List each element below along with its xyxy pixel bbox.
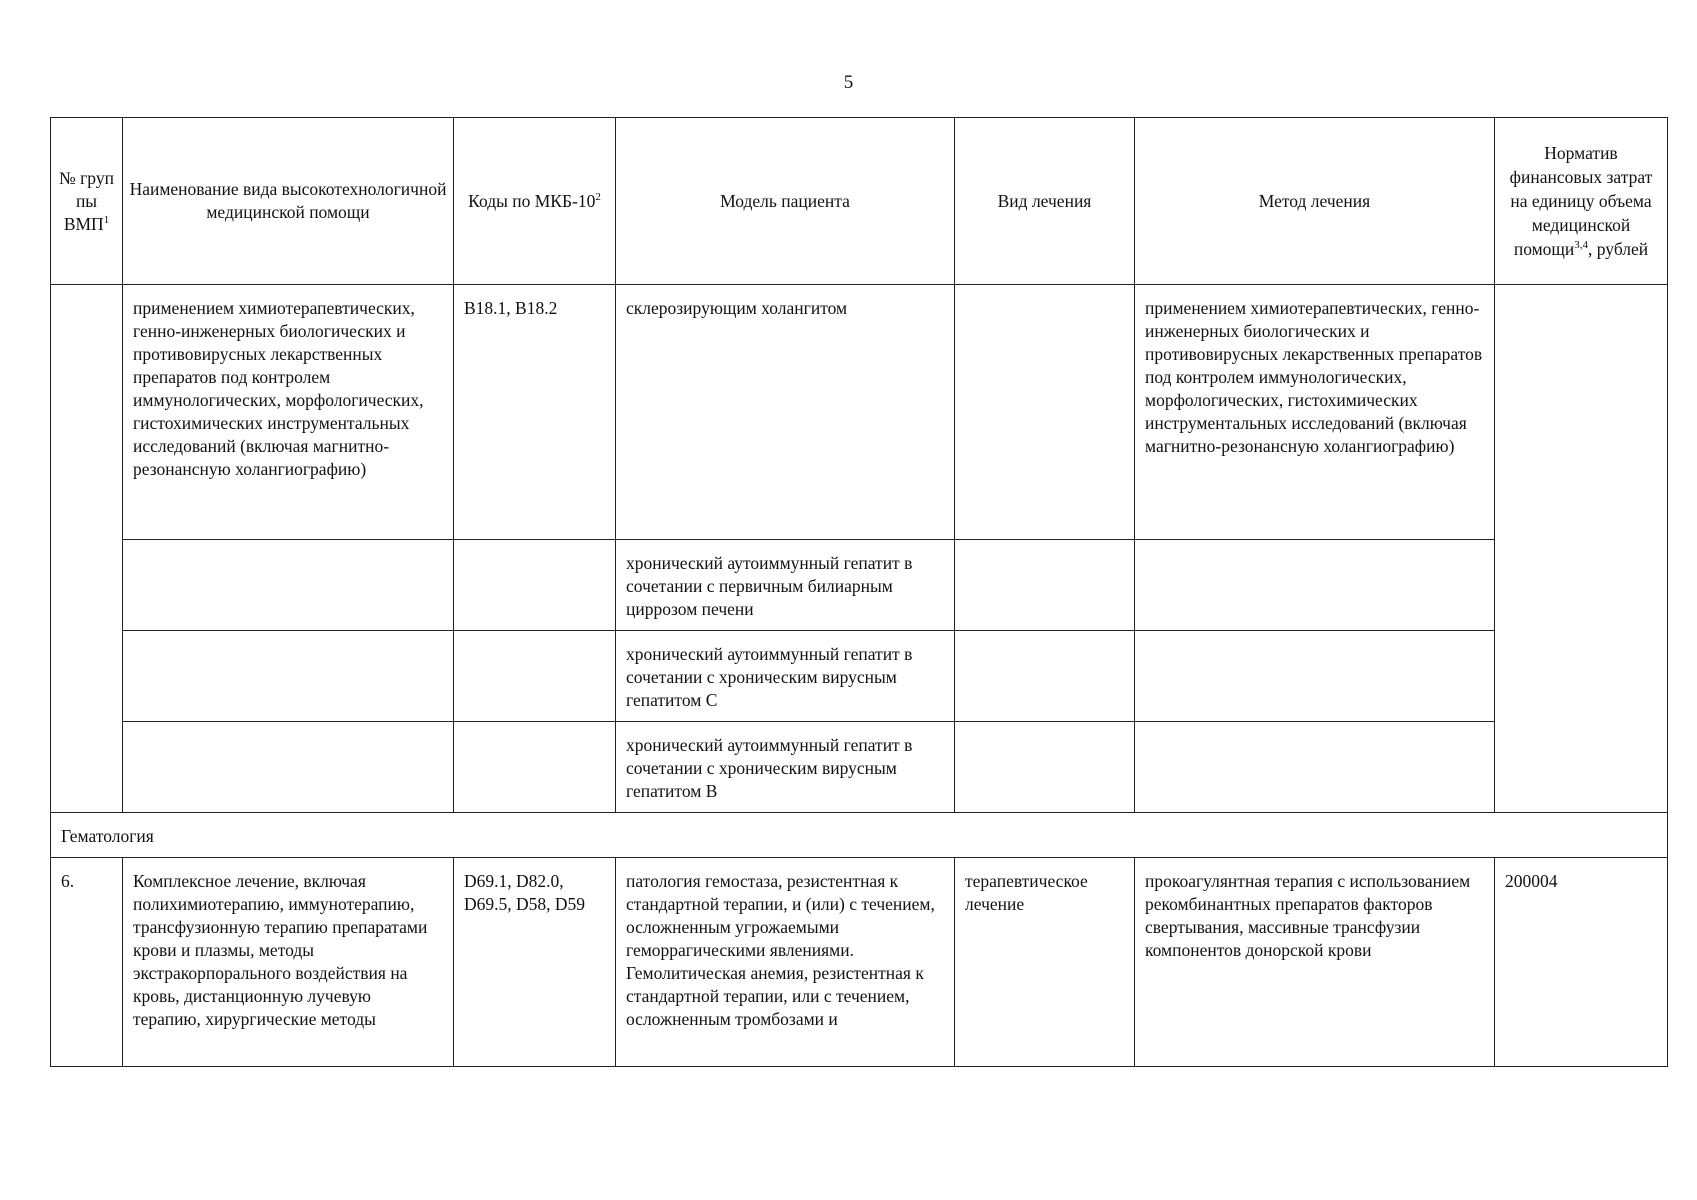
header-norm: Норматив финансовых затрат на единицу объема медицинской помощи$^{3,4}$, рублей	[1495, 118, 1668, 285]
table-header-row	[51, 118, 1668, 285]
hitech-care-table	[50, 117, 1668, 1067]
cell-patient-model: хронический аутоиммунный гепатит в сочетании с первичным билиарным циррозом печени	[616, 540, 955, 631]
table-row	[51, 722, 1668, 813]
cell-group-no	[51, 285, 123, 813]
header-name: Наименование вида высокотехнологичной медицинской помощи	[123, 118, 454, 285]
cell-patient-model: патология гемостаза, резистентная к стандартной терапии, и (или) с течением, осложненным угрожаемыми геморрагическими явлениями. Гемолитическая анемия, резистентная к стандартной терапии, или с течением, осложненным тромбозами и	[616, 858, 955, 1067]
cell-name: применением химиотерапевтических, генно-инженерных биологических и противовирусных лекарственных препаратов под контролем иммунологических, морфологических, гистохимических инструментальных исследований (включая магнитно-резонансную холангиографию)	[123, 285, 454, 540]
page-number: 5	[843, 72, 854, 93]
table-row	[51, 540, 1668, 631]
table-row	[51, 285, 1668, 540]
cell-treatment-method	[1135, 722, 1495, 813]
cell-codes: B18.1, B18.2	[454, 285, 616, 540]
header-group-no: № груп пы ВМП$^1$	[51, 118, 123, 285]
cell-treatment-method: применением химиотерапевтических, генно-инженерных биологических и противовирусных лекарственных препаратов под контролем иммунологических, морфологических, гистохимических инструментальных исследований (включая магнитно-резонансную холангиографию)	[1135, 285, 1495, 540]
section-title: Гематология	[51, 813, 1668, 858]
cell-codes	[454, 540, 616, 631]
table-row	[51, 858, 1668, 1067]
cell-name: Комплексное лечение, включая полихимиотерапию, иммунотерапию, трансфузионную терапию препаратами крови и плазмы, методы экстракорпорального воздействия на кровь, дистанционную лучевую терапию, хирургические методы	[123, 858, 454, 1067]
cell-patient-model: хронический аутоиммунный гепатит в сочетании с хроническим вирусным гепатитом С	[616, 631, 955, 722]
cell-treatment-type	[955, 722, 1135, 813]
cell-group-no: 6.	[51, 858, 123, 1067]
header-treatment-type: Вид лечения	[955, 118, 1135, 285]
cell-name	[123, 722, 454, 813]
cell-treatment-type: терапевтическое лечение	[955, 858, 1135, 1067]
cell-codes	[454, 722, 616, 813]
cell-treatment-method	[1135, 540, 1495, 631]
cell-name	[123, 540, 454, 631]
cell-norm	[1495, 285, 1668, 813]
cell-codes: D69.1, D82.0, D69.5, D58, D59	[454, 858, 616, 1067]
cell-treatment-method	[1135, 631, 1495, 722]
table-row	[51, 631, 1668, 722]
header-codes: Коды по МКБ-$10^2$	[454, 118, 616, 285]
cell-treatment-type	[955, 285, 1135, 540]
cell-patient-model: хронический аутоиммунный гепатит в сочетании с хроническим вирусным гепатитом B	[616, 722, 955, 813]
cell-norm: 200004	[1495, 858, 1668, 1067]
cell-patient-model: склерозирующим холангитом	[616, 285, 955, 540]
cell-codes	[454, 631, 616, 722]
cell-treatment-method: прокоагулянтная терапия с использованием рекомбинантных препаратов факторов свертывания, массивные трансфузии компонентов донорской крови	[1135, 858, 1495, 1067]
header-treatment-method: Метод лечения	[1135, 118, 1495, 285]
header-patient-model: Модель пациента	[616, 118, 955, 285]
cell-name	[123, 631, 454, 722]
cell-treatment-type	[955, 631, 1135, 722]
section-header-row	[51, 813, 1668, 858]
cell-treatment-type	[955, 540, 1135, 631]
